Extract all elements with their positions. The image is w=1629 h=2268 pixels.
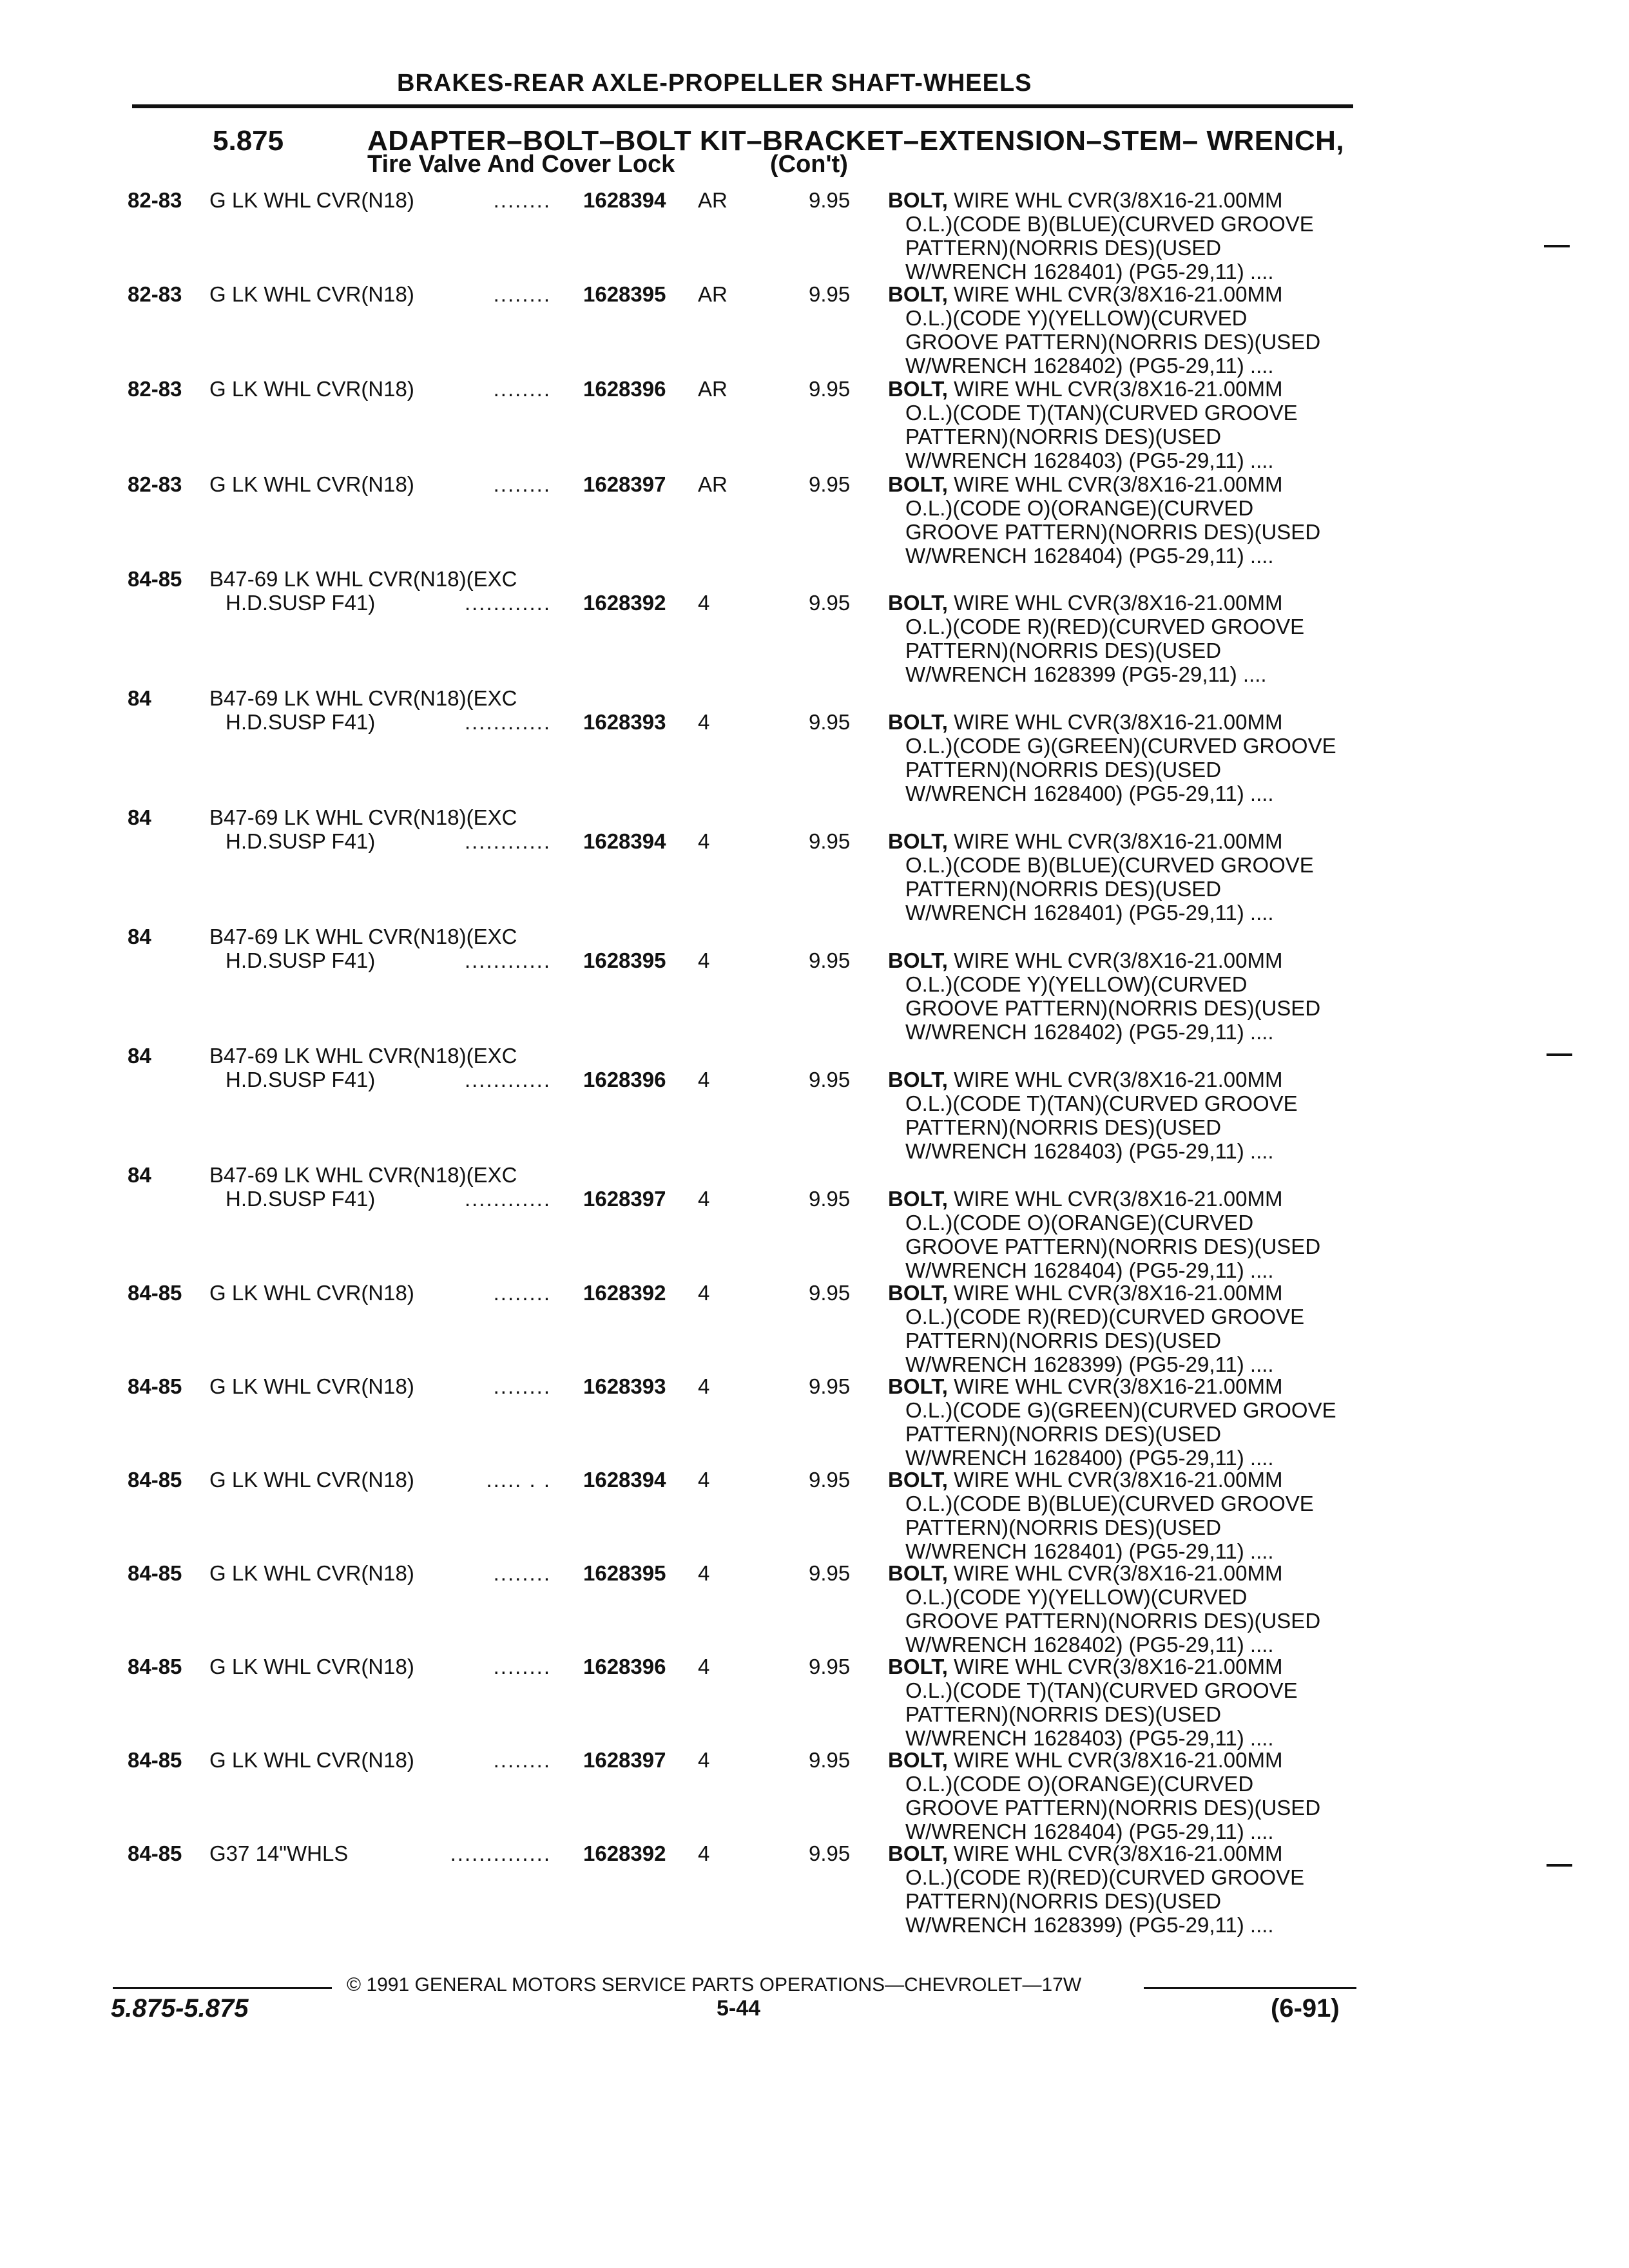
application-description: B47-69 LK WHL CVR(N18)(EXC <box>209 1163 517 1187</box>
part-number: 1628392 <box>583 591 666 615</box>
note-line: W/WRENCH 1628399) (PG5-29,11) .... <box>905 1352 1274 1376</box>
part-note <box>888 472 1320 568</box>
model-year: 82-83 <box>128 188 182 212</box>
dot-leader: ........ <box>493 1281 551 1305</box>
quantity: 4 <box>698 1468 710 1492</box>
application-description: B47-69 LK WHL CVR(N18)(EXC <box>209 805 517 829</box>
note-head: BOLT, <box>888 1374 948 1398</box>
quantity: 4 <box>698 710 710 734</box>
note-rest: WIRE WHL CVR(3/8X16-21.00MM <box>954 1748 1283 1772</box>
application-description-cont: H.D.SUSP F41) <box>226 1187 376 1211</box>
note-line: O.L.)(CODE G)(GREEN)(CURVED GROOVE <box>905 734 1336 758</box>
note-line: W/WRENCH 1628401) (PG5-29,11) .... <box>905 1539 1274 1563</box>
note-head: BOLT, <box>888 1468 948 1492</box>
note-line <box>888 1281 1304 1305</box>
footer-page-number: 5-44 <box>717 1996 761 2021</box>
model-year: 84-85 <box>128 1748 182 1772</box>
part-note <box>888 1468 1314 1563</box>
note-line: W/WRENCH 1628404) (PG5-29,11) .... <box>905 544 1274 568</box>
part-note <box>888 591 1304 686</box>
note-line: O.L.)(CODE G)(GREEN)(CURVED GROOVE <box>905 1398 1336 1422</box>
note-line: PATTERN)(NORRIS DES)(USED <box>905 1422 1222 1446</box>
part-number: 1628397 <box>583 1187 666 1211</box>
application-description-cont: H.D.SUSP F41) <box>226 948 376 972</box>
part-number: 1628395 <box>583 1561 666 1585</box>
application-description: G LK WHL CVR(N18) <box>209 1468 414 1492</box>
price: 9.95 <box>809 282 851 306</box>
note-line: W/WRENCH 1628401) (PG5-29,11) .... <box>905 260 1274 284</box>
model-year: 82-83 <box>128 472 182 496</box>
quantity: 4 <box>698 1281 710 1305</box>
model-year: 84-85 <box>128 1374 182 1398</box>
dot-leader: ............ <box>464 710 551 734</box>
part-note <box>888 1374 1336 1470</box>
parts-row <box>0 805 1629 925</box>
note-line: W/WRENCH 1628403) (PG5-29,11) .... <box>905 448 1274 472</box>
dot-leader: ............ <box>464 829 551 853</box>
part-note <box>888 1561 1320 1657</box>
note-line: W/WRENCH 1628403) (PG5-29,11) .... <box>905 1139 1274 1163</box>
note-line: O.L.)(CODE Y)(YELLOW)(CURVED <box>905 1585 1248 1609</box>
note-line: W/WRENCH 1628400) (PG5-29,11) .... <box>905 782 1274 805</box>
note-line: GROOVE PATTERN)(NORRIS DES)(USED <box>905 1235 1321 1258</box>
note-line: W/WRENCH 1628400) (PG5-29,11) .... <box>905 1446 1274 1470</box>
note-rest: WIRE WHL CVR(3/8X16-21.00MM <box>954 377 1283 401</box>
price: 9.95 <box>809 1748 851 1772</box>
part-number: 1628393 <box>583 710 666 734</box>
dot-leader: ............ <box>464 1187 551 1211</box>
part-number: 1628396 <box>583 1068 666 1091</box>
footer-section-range: 5.875-5.875 <box>111 1994 249 2023</box>
note-line: O.L.)(CODE B)(BLUE)(CURVED GROOVE <box>905 1492 1314 1515</box>
note-rest: WIRE WHL CVR(3/8X16-21.00MM <box>954 188 1283 212</box>
part-number: 1628392 <box>583 1841 666 1865</box>
footer-date: (6-91) <box>1271 1994 1340 2023</box>
quantity: 4 <box>698 948 710 972</box>
price: 9.95 <box>809 1187 851 1211</box>
note-line <box>888 1748 1320 1772</box>
application-description: B47-69 LK WHL CVR(N18)(EXC <box>209 925 517 948</box>
price: 9.95 <box>809 1841 851 1865</box>
note-line: W/WRENCH 1628399 (PG5-29,11) .... <box>905 662 1267 686</box>
note-line: O.L.)(CODE O)(ORANGE)(CURVED <box>905 1211 1254 1235</box>
note-line: O.L.)(CODE B)(BLUE)(CURVED GROOVE <box>905 212 1314 236</box>
note-line: PATTERN)(NORRIS DES)(USED <box>905 236 1222 260</box>
note-head: BOLT, <box>888 829 948 853</box>
note-line <box>888 591 1304 615</box>
note-line: PATTERN)(NORRIS DES)(USED <box>905 1515 1222 1539</box>
model-year: 84 <box>128 925 151 948</box>
note-head: BOLT, <box>888 1655 948 1678</box>
dot-leader: ............ <box>464 591 551 615</box>
price: 9.95 <box>809 710 851 734</box>
application-description: G LK WHL CVR(N18) <box>209 1561 414 1585</box>
note-head: BOLT, <box>888 710 948 734</box>
note-line <box>888 282 1320 306</box>
note-rest: WIRE WHL CVR(3/8X16-21.00MM <box>954 1561 1283 1585</box>
note-line: O.L.)(CODE T)(TAN)(CURVED GROOVE <box>905 401 1298 425</box>
dot-leader: ........ <box>493 188 551 212</box>
note-line <box>888 1561 1320 1585</box>
dot-leader: ..... . . <box>486 1468 551 1492</box>
parts-row <box>0 1163 1629 1282</box>
note-line: O.L.)(CODE O)(ORANGE)(CURVED <box>905 496 1254 520</box>
note-rest: WIRE WHL CVR(3/8X16-21.00MM <box>954 282 1283 306</box>
note-line <box>888 1841 1304 1865</box>
note-head: BOLT, <box>888 282 948 306</box>
margin-mark <box>1547 1053 1572 1056</box>
note-line: W/WRENCH 1628404) (PG5-29,11) .... <box>905 1258 1274 1282</box>
note-line: PATTERN)(NORRIS DES)(USED <box>905 877 1222 901</box>
note-line: O.L.)(CODE O)(ORANGE)(CURVED <box>905 1772 1254 1796</box>
note-head: BOLT, <box>888 1841 948 1865</box>
note-line: W/WRENCH 1628404) (PG5-29,11) .... <box>905 1820 1274 1843</box>
note-head: BOLT, <box>888 188 948 212</box>
part-note <box>888 1748 1320 1843</box>
price: 9.95 <box>809 188 851 212</box>
application-description: G LK WHL CVR(N18) <box>209 188 414 212</box>
dot-leader: ........ <box>493 282 551 306</box>
part-note <box>888 377 1298 472</box>
quantity: AR <box>698 188 728 212</box>
application-description-cont: H.D.SUSP F41) <box>226 829 376 853</box>
part-number: 1628396 <box>583 377 666 401</box>
note-line: GROOVE PATTERN)(NORRIS DES)(USED <box>905 330 1321 354</box>
note-head: BOLT, <box>888 1068 948 1091</box>
note-line <box>888 829 1314 853</box>
footer-copyright: © 1991 GENERAL MOTORS SERVICE PARTS OPERATIONS—CHEVROLET—17W <box>347 1974 1082 1995</box>
note-line: PATTERN)(NORRIS DES)(USED <box>905 1702 1222 1726</box>
application-description-cont: H.D.SUSP F41) <box>226 591 376 615</box>
note-rest: WIRE WHL CVR(3/8X16-21.00MM <box>954 710 1283 734</box>
application-description: G LK WHL CVR(N18) <box>209 1374 414 1398</box>
note-head: BOLT, <box>888 472 948 496</box>
price: 9.95 <box>809 1281 851 1305</box>
parts-row <box>0 925 1629 1044</box>
margin-mark <box>1547 1864 1572 1867</box>
note-head: BOLT, <box>888 1748 948 1772</box>
note-line: O.L.)(CODE T)(TAN)(CURVED GROOVE <box>905 1678 1298 1702</box>
note-head: BOLT, <box>888 377 948 401</box>
model-year: 84-85 <box>128 1655 182 1678</box>
application-description-cont: H.D.SUSP F41) <box>226 1068 376 1091</box>
part-note <box>888 710 1336 805</box>
part-note <box>888 1281 1304 1376</box>
price: 9.95 <box>809 472 851 496</box>
note-head: BOLT, <box>888 1561 948 1585</box>
note-line: O.L.)(CODE Y)(YELLOW)(CURVED <box>905 306 1248 330</box>
application-description: B47-69 LK WHL CVR(N18)(EXC <box>209 686 517 710</box>
note-line: W/WRENCH 1628402) (PG5-29,11) .... <box>905 1633 1274 1657</box>
page-header-title: BRAKES-REAR AXLE-PROPELLER SHAFT-WHEELS <box>397 70 1032 97</box>
part-number: 1628394 <box>583 829 666 853</box>
note-line <box>888 472 1320 496</box>
application-description-cont: H.D.SUSP F41) <box>226 710 376 734</box>
model-year: 84-85 <box>128 567 182 591</box>
application-description: B47-69 LK WHL CVR(N18)(EXC <box>209 567 517 591</box>
quantity: 4 <box>698 1187 710 1211</box>
note-line <box>888 1655 1298 1678</box>
part-note <box>888 1655 1298 1750</box>
note-rest: WIRE WHL CVR(3/8X16-21.00MM <box>954 1187 1283 1211</box>
note-rest: WIRE WHL CVR(3/8X16-21.00MM <box>954 1068 1283 1091</box>
parts-row <box>0 1044 1629 1163</box>
section-number: 5.875 <box>213 125 284 157</box>
note-line: PATTERN)(NORRIS DES)(USED <box>905 1889 1222 1913</box>
price: 9.95 <box>809 1561 851 1585</box>
application-description: G37 14"WHLS <box>209 1841 349 1865</box>
note-line: PATTERN)(NORRIS DES)(USED <box>905 425 1222 448</box>
application-description: B47-69 LK WHL CVR(N18)(EXC <box>209 1044 517 1068</box>
quantity: 4 <box>698 1841 710 1865</box>
part-number: 1628393 <box>583 1374 666 1398</box>
note-line <box>888 1187 1320 1211</box>
model-year: 84 <box>128 805 151 829</box>
note-rest: WIRE WHL CVR(3/8X16-21.00MM <box>954 1841 1283 1865</box>
note-line: O.L.)(CODE B)(BLUE)(CURVED GROOVE <box>905 853 1314 877</box>
parts-row <box>0 686 1629 805</box>
parts-row <box>0 1841 1629 1957</box>
note-line: W/WRENCH 1628403) (PG5-29,11) .... <box>905 1726 1274 1750</box>
part-number: 1628392 <box>583 1281 666 1305</box>
application-description: G LK WHL CVR(N18) <box>209 472 414 496</box>
note-line <box>888 948 1320 972</box>
note-head: BOLT, <box>888 591 948 615</box>
dot-leader: ........ <box>493 1655 551 1678</box>
footer-rule-left <box>113 1987 332 1989</box>
model-year: 84 <box>128 1163 151 1187</box>
dot-leader: ........ <box>493 377 551 401</box>
model-year: 84 <box>128 1044 151 1068</box>
note-line <box>888 377 1298 401</box>
quantity: 4 <box>698 591 710 615</box>
model-year: 84-85 <box>128 1468 182 1492</box>
note-rest: WIRE WHL CVR(3/8X16-21.00MM <box>954 1655 1283 1678</box>
model-year: 84-85 <box>128 1281 182 1305</box>
dot-leader: ........ <box>493 1748 551 1772</box>
application-description: G LK WHL CVR(N18) <box>209 1748 414 1772</box>
note-line: O.L.)(CODE R)(RED)(CURVED GROOVE <box>905 1305 1305 1329</box>
model-year: 84-85 <box>128 1561 182 1585</box>
price: 9.95 <box>809 1374 851 1398</box>
note-line: GROOVE PATTERN)(NORRIS DES)(USED <box>905 520 1321 544</box>
quantity: AR <box>698 282 728 306</box>
note-line: W/WRENCH 1628402) (PG5-29,11) .... <box>905 354 1274 378</box>
note-head: BOLT, <box>888 1281 948 1305</box>
dot-leader: ............ <box>464 1068 551 1091</box>
note-rest: WIRE WHL CVR(3/8X16-21.00MM <box>954 829 1283 853</box>
part-number: 1628394 <box>583 188 666 212</box>
note-rest: WIRE WHL CVR(3/8X16-21.00MM <box>954 591 1283 615</box>
note-head: BOLT, <box>888 1187 948 1211</box>
model-year: 84 <box>128 686 151 710</box>
note-line: PATTERN)(NORRIS DES)(USED <box>905 758 1222 782</box>
section-subtitle: Tire Valve And Cover Lock <box>367 151 675 178</box>
note-line: GROOVE PATTERN)(NORRIS DES)(USED <box>905 1609 1321 1633</box>
quantity: 4 <box>698 829 710 853</box>
note-rest: WIRE WHL CVR(3/8X16-21.00MM <box>954 948 1283 972</box>
price: 9.95 <box>809 948 851 972</box>
note-line: GROOVE PATTERN)(NORRIS DES)(USED <box>905 996 1321 1020</box>
note-line: O.L.)(CODE R)(RED)(CURVED GROOVE <box>905 1865 1305 1889</box>
section-title: ADAPTER–BOLT–BOLT KIT–BRACKET–EXTENSION–STEM– WRENCH, <box>367 125 1345 157</box>
part-number: 1628394 <box>583 1468 666 1492</box>
note-rest: WIRE WHL CVR(3/8X16-21.00MM <box>954 1281 1283 1305</box>
margin-mark <box>1544 245 1570 247</box>
note-line: O.L.)(CODE Y)(YELLOW)(CURVED <box>905 972 1248 996</box>
price: 9.95 <box>809 829 851 853</box>
quantity: 4 <box>698 1561 710 1585</box>
section-continued: (Con't) <box>770 151 848 178</box>
part-number: 1628395 <box>583 282 666 306</box>
dot-leader: ........ <box>493 1561 551 1585</box>
note-line <box>888 188 1314 212</box>
dot-leader: ........ <box>493 472 551 496</box>
model-year: 82-83 <box>128 377 182 401</box>
part-number: 1628396 <box>583 1655 666 1678</box>
part-note <box>888 282 1320 378</box>
price: 9.95 <box>809 591 851 615</box>
part-note <box>888 1187 1320 1282</box>
quantity: 4 <box>698 1655 710 1678</box>
note-line <box>888 1068 1298 1091</box>
note-line: PATTERN)(NORRIS DES)(USED <box>905 639 1222 662</box>
price: 9.95 <box>809 1655 851 1678</box>
footer-rule-right <box>1144 1987 1356 1989</box>
price: 9.95 <box>809 377 851 401</box>
part-number: 1628397 <box>583 472 666 496</box>
quantity: AR <box>698 472 728 496</box>
note-line: W/WRENCH 1628401) (PG5-29,11) .... <box>905 901 1274 925</box>
part-note <box>888 188 1314 284</box>
note-rest: WIRE WHL CVR(3/8X16-21.00MM <box>954 472 1283 496</box>
part-number: 1628397 <box>583 1748 666 1772</box>
note-line <box>888 1374 1336 1398</box>
quantity: 4 <box>698 1068 710 1091</box>
parts-row <box>0 567 1629 686</box>
note-line: O.L.)(CODE T)(TAN)(CURVED GROOVE <box>905 1091 1298 1115</box>
note-line: PATTERN)(NORRIS DES)(USED <box>905 1115 1222 1139</box>
model-year: 82-83 <box>128 282 182 306</box>
note-rest: WIRE WHL CVR(3/8X16-21.00MM <box>954 1468 1283 1492</box>
note-line <box>888 1468 1314 1492</box>
note-line: PATTERN)(NORRIS DES)(USED <box>905 1329 1222 1352</box>
quantity: 4 <box>698 1374 710 1398</box>
dot-leader: ........ <box>493 1374 551 1398</box>
price: 9.95 <box>809 1068 851 1091</box>
part-note <box>888 948 1320 1044</box>
part-note <box>888 1068 1298 1163</box>
note-line: GROOVE PATTERN)(NORRIS DES)(USED <box>905 1796 1321 1820</box>
model-year: 84-85 <box>128 1841 182 1865</box>
note-line: W/WRENCH 1628399) (PG5-29,11) .... <box>905 1913 1274 1937</box>
dot-leader: ............ <box>464 948 551 972</box>
part-note <box>888 1841 1304 1937</box>
note-rest: WIRE WHL CVR(3/8X16-21.00MM <box>954 1374 1283 1398</box>
quantity: AR <box>698 377 728 401</box>
dot-leader: .............. <box>450 1841 551 1865</box>
note-line: W/WRENCH 1628402) (PG5-29,11) .... <box>905 1020 1274 1044</box>
application-description: G LK WHL CVR(N18) <box>209 282 414 306</box>
part-number: 1628395 <box>583 948 666 972</box>
quantity: 4 <box>698 1748 710 1772</box>
price: 9.95 <box>809 1468 851 1492</box>
application-description: G LK WHL CVR(N18) <box>209 377 414 401</box>
application-description: G LK WHL CVR(N18) <box>209 1281 414 1305</box>
note-head: BOLT, <box>888 948 948 972</box>
application-description: G LK WHL CVR(N18) <box>209 1655 414 1678</box>
note-line: O.L.)(CODE R)(RED)(CURVED GROOVE <box>905 615 1305 639</box>
note-line <box>888 710 1336 734</box>
part-note <box>888 829 1314 925</box>
